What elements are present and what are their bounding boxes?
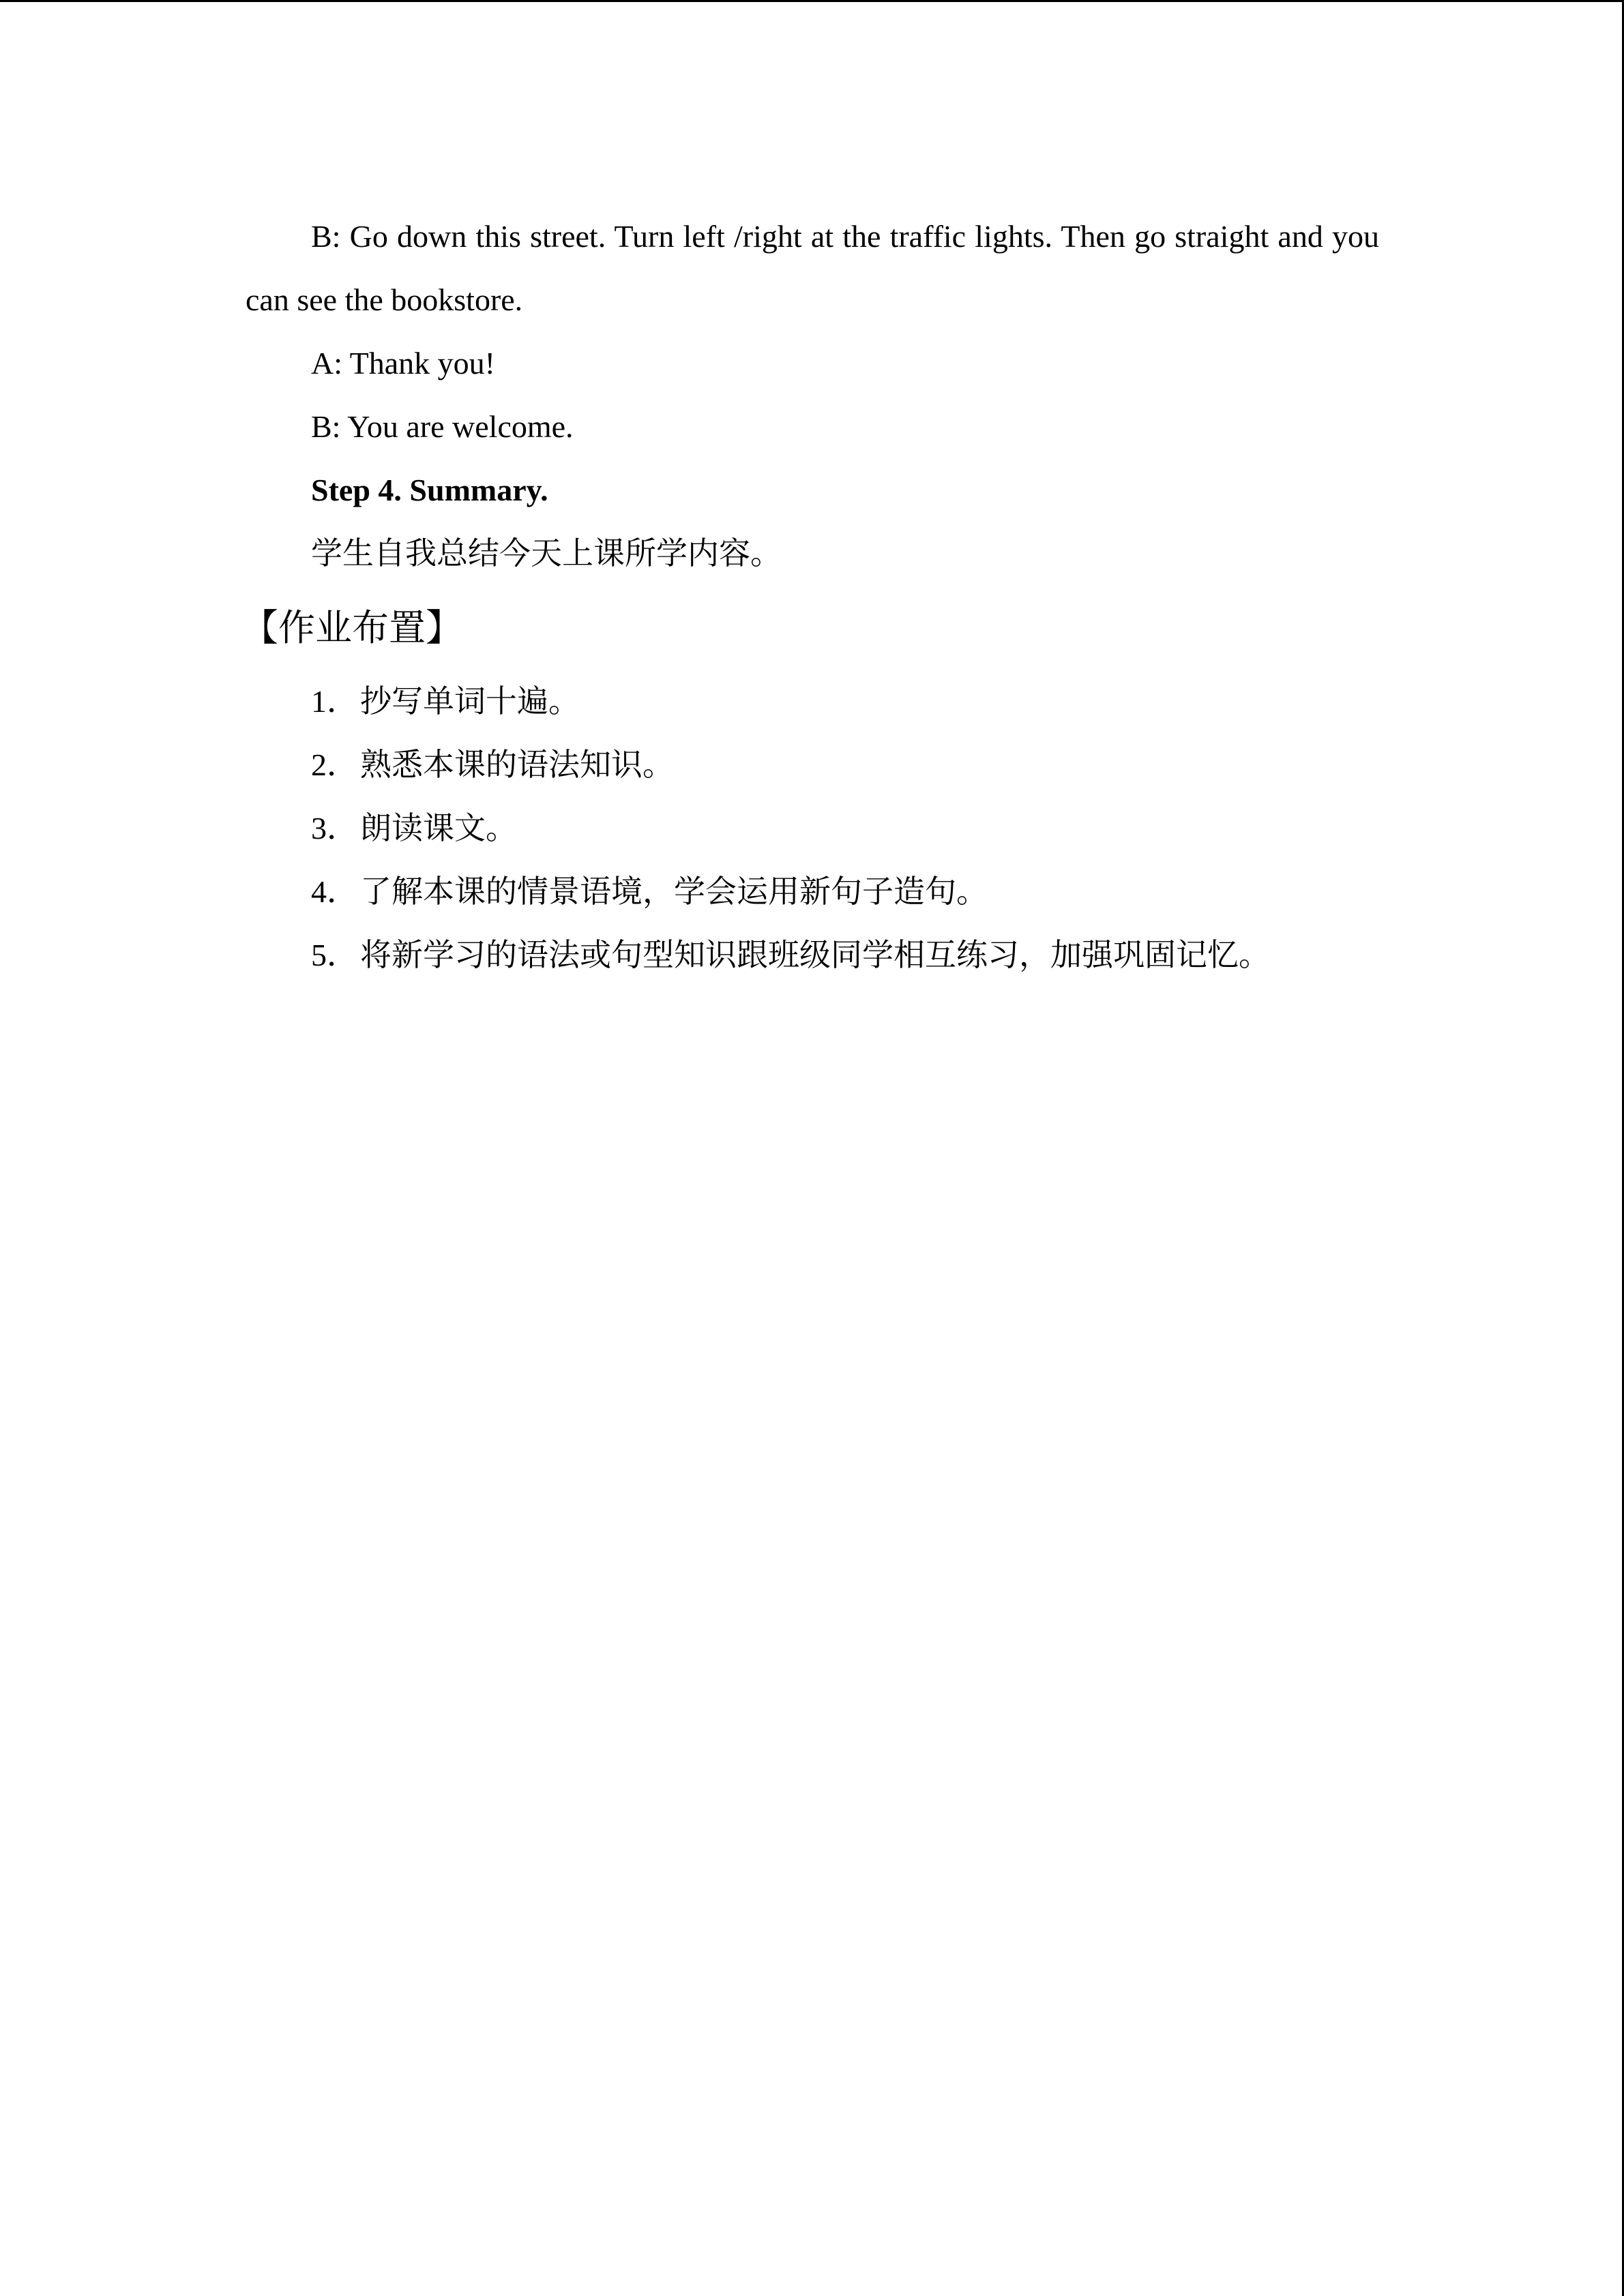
list-text: 熟悉本课的语法知识。 xyxy=(360,747,674,782)
list-number: 3． xyxy=(311,811,358,846)
document-body xyxy=(241,205,1379,987)
step-body: 学生自我总结今天上课所学内容。 xyxy=(311,536,782,571)
list-item xyxy=(246,670,1379,733)
list-number: 1． xyxy=(311,684,358,719)
dialogue-line: A: Thank you! xyxy=(311,346,496,381)
list-item xyxy=(246,860,1379,923)
list-text: 抄写单词十遍。 xyxy=(360,684,580,719)
homework-list xyxy=(246,670,1379,987)
list-number: 5． xyxy=(311,938,358,972)
list-text: 了解本课的情景语境，学会运用新句子造句。 xyxy=(360,874,988,909)
step-heading: Step 4. Summary. xyxy=(311,473,548,507)
list-item xyxy=(246,733,1379,796)
list-text: 将新学习的语法或句型知识跟班级同学相互练习，加强巩固记忆。 xyxy=(360,938,1270,972)
dialogue-line: B: You are welcome. xyxy=(311,409,574,444)
list-text: 朗读课文。 xyxy=(360,811,517,846)
list-number: 4． xyxy=(311,874,358,909)
dialogue-line: B: Go down this street. Turn left /right at the traffic lights. Then go straight and you can see the bookstore. xyxy=(246,219,1379,317)
list-item xyxy=(246,796,1379,860)
list-number: 2． xyxy=(311,747,358,782)
page-border-top xyxy=(0,0,1624,2)
list-item xyxy=(246,923,1379,987)
homework-heading: 【作业布置】 xyxy=(241,606,462,649)
